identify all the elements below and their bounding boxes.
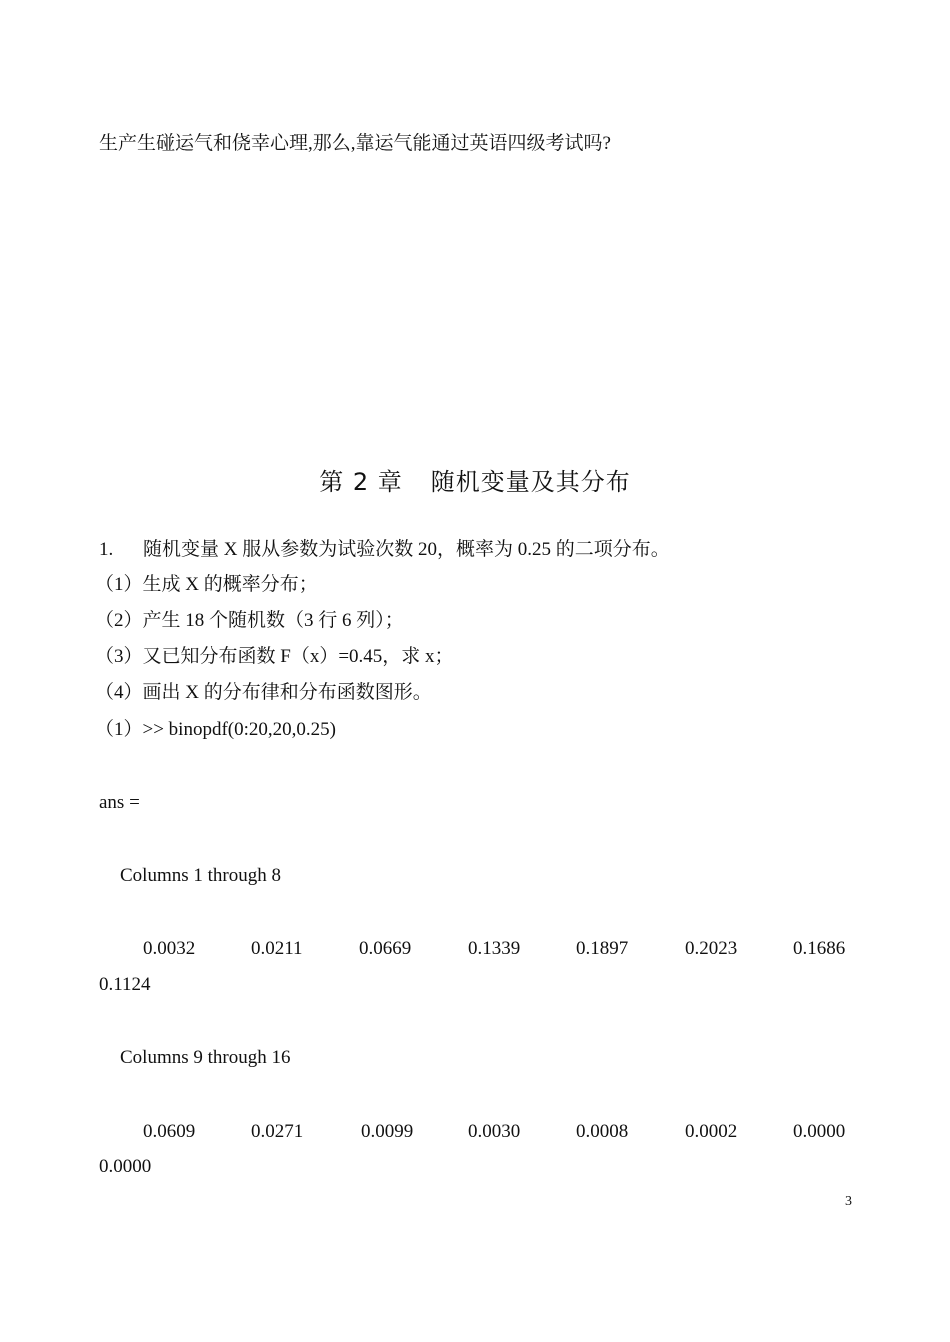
problem-statement: 随机变量 X 服从参数为试验次数 20，概率为 0.25 的二项分布。 [143, 539, 670, 560]
value-1-2: 0.0211 [251, 938, 303, 959]
chapter-label: 第 2 章 [319, 468, 403, 496]
problem-part-1: （1）生成 X 的概率分布； [95, 574, 318, 595]
ans-label: ans = [99, 792, 140, 813]
value-1-1: 0.0032 [143, 938, 196, 959]
value-1-8: 0.1124 [99, 974, 151, 995]
value-2-1: 0.0609 [143, 1121, 196, 1142]
value-1-6: 0.2023 [685, 938, 738, 959]
problem-part-4: （4）画出 X 的分布律和分布函数图形。 [95, 682, 432, 703]
value-1-7: 0.1686 [793, 938, 846, 959]
chapter-heading [0, 466, 950, 498]
problem-part-2: （2）产生 18 个随机数（3 行 6 列）； [95, 610, 404, 631]
value-1-4: 0.1339 [468, 938, 521, 959]
value-2-3: 0.0099 [361, 1121, 414, 1142]
page-number: 3 [845, 1194, 852, 1209]
value-2-5: 0.0008 [576, 1121, 629, 1142]
value-1-3: 0.0669 [359, 938, 412, 959]
value-2-4: 0.0030 [468, 1121, 521, 1142]
intro-line: 生产生碰运气和侥幸心理,那么,靠运气能通过英语四级考试吗? [99, 133, 611, 154]
value-1-5: 0.1897 [576, 938, 629, 959]
value-2-6: 0.0002 [685, 1121, 738, 1142]
columns-header-2: Columns 9 through 16 [120, 1047, 291, 1068]
columns-header-1: Columns 1 through 8 [120, 865, 281, 886]
value-2-7: 0.0000 [793, 1121, 846, 1142]
problem-number: 1. [99, 539, 114, 560]
command-line: （1）>> binopdf(0:20,20,0.25) [95, 719, 336, 740]
value-2-2: 0.0271 [251, 1121, 304, 1142]
chapter-title: 随机变量及其分布 [430, 468, 631, 496]
value-2-8: 0.0000 [99, 1156, 152, 1177]
problem-part-3: （3）又已知分布函数 F（x）=0.45，求 x； [95, 646, 454, 667]
